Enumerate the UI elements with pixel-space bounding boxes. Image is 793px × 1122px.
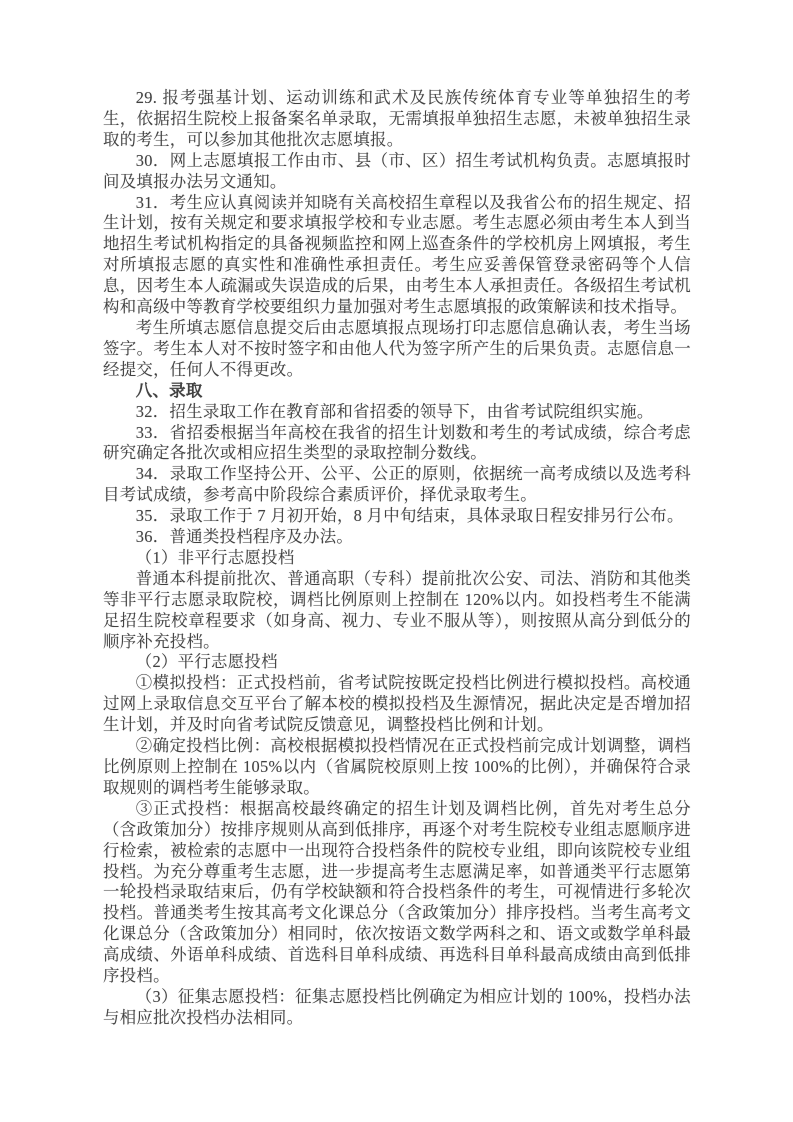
paragraph-36-sub2-title: （2）平行志愿投档 xyxy=(135,652,278,672)
paragraph-36: 36．普通类投档程序及办法。 xyxy=(135,527,354,547)
paragraph-36-sub1-body: 普通本科提前批次、普通高职（专科）提前批次公安、司法、消防和其他类等非平行志愿录取院校，调档比例原则上控制在 120%以内。如投档考生不能满足招生院校章程要求（如身高、视力、专业不服从等），则按照从高分到低分的顺序补充投档。 xyxy=(103,568,691,651)
paragraph-36-sub1-title: （1）非平行志愿投档 xyxy=(135,547,295,567)
paragraph-36-sub2-item3: ③正式投档：根据高校最终确定的招生计划及调档比例，首先对考生总分（含政策加分）按排序规则从高到低排序，再逐个对考生院校专业组志愿顺序进行检索，被检索的志愿中一出现符合投档条件的院校专业组，即向该院校专业组投档。为充分尊重考生志愿，进一步提高考生志愿满足率，如普通类平行志愿第一轮投档录取结束后，仍有学校缺额和符合投档条件的考生，可视情进行多轮次投档。普通类考生按其高考文化课总分（含政策加分）排序投档。当考生高考文化课总分（含政策加分）相同时，依次按语文数学两科之和、语文或数学单科最高成绩、外语单科成绩、首选科目单科成绩、再选科目单科最高成绩由高到低排序投档。 xyxy=(103,798,691,986)
paragraph-31-continued: 考生所填志愿信息提交后由志愿填报点现场打印志愿信息确认表，考生当场签字。考生本人对不按时签字和由他人代为签字所产生的后果负责。志愿信息一经提交，任何人不得更改。 xyxy=(103,317,691,379)
paragraph-33: 33．省招委根据当年高校在我省的招生计划数和考生的考试成绩，综合考虑研究确定各批次或相应招生类型的录取控制分数线。 xyxy=(103,422,691,463)
paragraph-36-sub2-item2: ②确定投档比例：高校根据模拟投档情况在正式投档前完成计划调整，调档比例原则上控制在 105%以内（省属院校原则上按 100%的比例），并确保符合录取规则的调档考生能够录取。 xyxy=(103,736,691,797)
paragraph-36-sub2-item1: ①模拟投档：正式投档前，省考试院按既定投档比例进行模拟投档。高校通过网上录取信息交互平台了解本校的模拟投档及生源情况，据此决定是否增加招生计划，并及时向省考试院反馈意见，调整投档比例和计划。 xyxy=(103,673,691,735)
document-body xyxy=(103,88,691,1029)
paragraph-29: 29. 报考强基计划、运动训练和武术及民族传统体育专业等单独招生的考生，依据招生院校上报备案名单录取，无需填报单独招生志愿，未被单独招生录取的考生，可以参加其他批次志愿填报。 xyxy=(103,88,691,149)
paragraph-35: 35．录取工作于 7 月初开始，8 月中旬结束，具体录取日程安排另行公布。 xyxy=(135,506,684,526)
paragraph-30: 30．网上志愿填报工作由市、县（市、区）招生考试机构负责。志愿填报时间及填报办法另文通知。 xyxy=(103,150,691,191)
paragraph-34: 34．录取工作坚持公开、公平、公正的原则，依据统一高考成绩以及选考科目考试成绩，参考高中阶段综合素质评价，择优录取考生。 xyxy=(103,464,691,505)
paragraph-36-sub3: （3）征集志愿投档：征集志愿投档比例确定为相应计划的 100%，投档办法与相应批次投档办法相同。 xyxy=(103,986,691,1027)
paragraph-31: 31．考生应认真阅读并知晓有关高校招生章程以及我省公布的招生规定、招生计划，按有关规定和要求填报学校和专业志愿。考生志愿必须由考生本人到当地招生考试机构指定的具备视频监控和网上巡查条件的学校机房上网填报，考生对所填报志愿的真实性和准确性承担责任。考生应妥善保管登录密码等个人信息，因考生本人疏漏或失误造成的后果，由考生本人承担责任。各级招生考试机构和高级中等教育学校要组织力量加强对考生志愿填报的政策解读和技术指导。 xyxy=(103,192,691,317)
paragraph-32: 32．招生录取工作在教育部和省招委的领导下，由省考试院组织实施。 xyxy=(135,401,654,421)
section-heading-luqu: 八、录取 xyxy=(135,380,203,400)
